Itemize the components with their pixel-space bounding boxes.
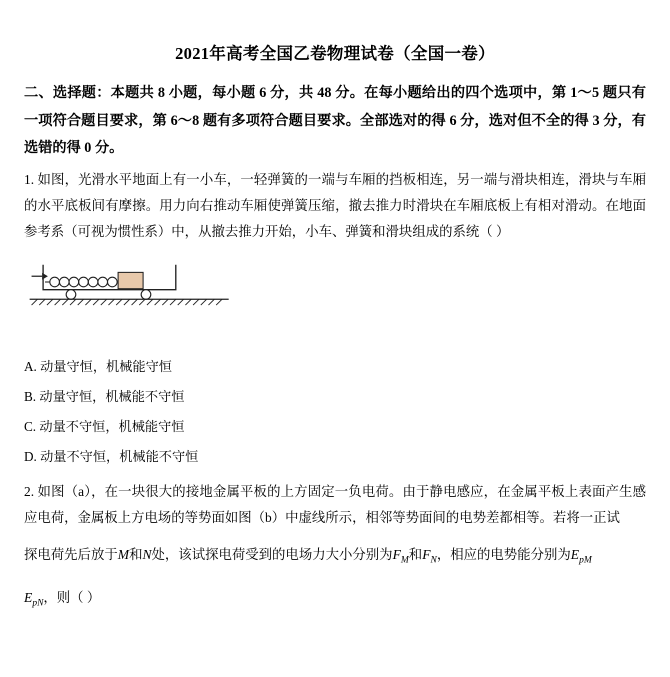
- option-c[interactable]: C. 动量不守恒，机械能守恒: [24, 418, 185, 434]
- cart-spring-block-diagram: [28, 257, 238, 307]
- q2-energy-epn: $E_{pN}$: [24, 589, 44, 609]
- q2-frag-6: ，则（ ）: [43, 589, 101, 605]
- question-1-figure: [24, 257, 646, 312]
- option-d[interactable]: D. 动量不守恒，机械能不守恒: [24, 448, 199, 464]
- question-2-text-part3: [24, 586, 646, 613]
- q2-frag-5: ，相应的电势能分别为: [436, 546, 571, 562]
- question-1-options: [24, 352, 646, 471]
- question-1-text: 1. 如图，光滑水平地面上有一小车，一轻弹簧的一端与车厢的挡板相连，另一端与滑块相连，滑块与车厢的水平底板间有摩擦。用力向右推动车厢使弹簧压缩，撤去推力时滑块在车厢底板上有相对滑动。在地面参考系（可视为惯性系）中，从撤去推力开始，小车、弹簧和滑块组成的系统（ ）: [24, 172, 646, 240]
- q2-frag-3: 处，该试探电荷受到的电场力大小分别为: [151, 546, 393, 562]
- option-b[interactable]: B. 动量守恒，机械能不守恒: [24, 389, 185, 405]
- question-2-text-part2: [24, 542, 646, 570]
- q2-frag-4: 和: [408, 546, 423, 562]
- q2-energy-epm: $E_{pM}$: [570, 546, 592, 566]
- q2-force-fm: $F_M$: [392, 546, 409, 566]
- q2-force-fn: $F_N$: [422, 546, 437, 566]
- q2-point-m: M: [117, 546, 130, 562]
- q2-point-n: N: [142, 546, 152, 562]
- question-2-text-part1: 2. 如图（a），在一块很大的接地金属平板的上方固定一负电荷。由于静电感应，在金属平板上表面产生感应电荷，金属板上方电场的等势面如图（b）中虚线所示，相邻等势面间的电势差都相等。若将一正试: [24, 484, 646, 526]
- section-heading: 二、选择题：本题共 8 小题，每小题 6 分，共 48 分。在每小题给出的四个选项中，第 1～5 题只有一项符合题目要求，第 6～8 题有多项符合题目要求。全部选对的得 6 分，选对但不全的得 3 分，有选错的得 0 分。: [24, 85, 646, 157]
- q2-frag-1: 探电荷先后放于: [24, 546, 118, 562]
- figure-spacer: [24, 322, 646, 348]
- option-a[interactable]: A. 动量守恒，机械能守恒: [24, 359, 172, 375]
- q2-frag-2: 和: [129, 546, 143, 562]
- page-title: 2021年高考全国乙卷物理试卷（全国一卷）: [175, 44, 495, 63]
